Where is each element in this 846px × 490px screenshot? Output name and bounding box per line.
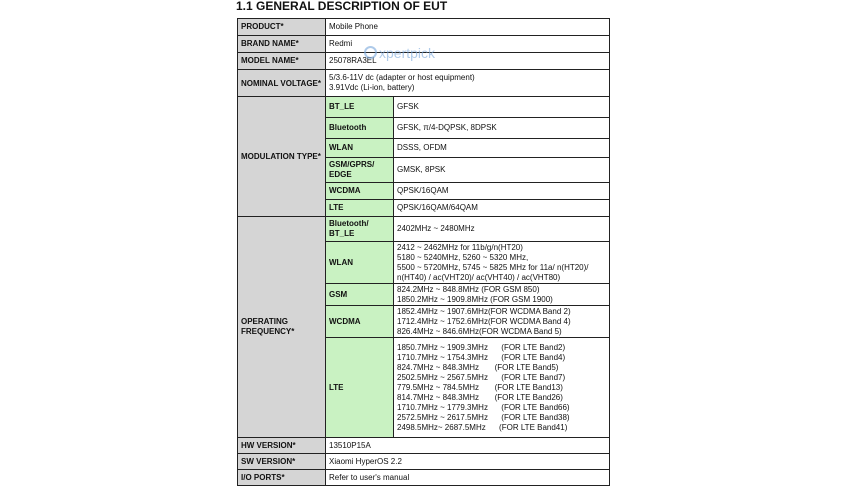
product-label: PRODUCT* (238, 19, 326, 36)
frequency-line: 5180 ~ 5240MHz, 5260 ~ 5320 MHz, (397, 252, 529, 262)
table-row (238, 470, 610, 486)
brand-value: Redmi (326, 36, 610, 53)
frequency-value (394, 338, 610, 438)
sw-version-label: SW VERSION* (238, 454, 326, 470)
table-row (238, 438, 610, 454)
brand-label: BRAND NAME* (238, 36, 326, 53)
frequency-line: 2498.5MHz~ 2687.5MHz (FOR LTE Band41) (397, 422, 568, 432)
frequency-line: 824.7MHz ~ 848.3MHz (FOR LTE Band5) (397, 362, 559, 372)
frequency-tech: WCDMA (326, 306, 394, 338)
modulation-value: GFSK, π/4-DQPSK, 8DPSK (394, 118, 610, 139)
modulation-value: GMSK, 8PSK (394, 158, 610, 183)
frequency-value (394, 242, 610, 284)
frequency-tech: GSM (326, 284, 394, 306)
frequency-line: 1710.7MHz ~ 1779.3MHz (FOR LTE Band66) (397, 402, 570, 412)
frequency-line: 779.5MHz ~ 784.5MHz (FOR LTE Band13) (397, 382, 563, 392)
watermark-text: xpertpick (379, 45, 436, 61)
modulation-value: GFSK (394, 97, 610, 118)
voltage-line: 5/3.6-11V dc (adapter or host equipment) (329, 73, 475, 82)
frequency-line: 5500 ~ 5720MHz, 5745 ~ 5825 MHz for 11a/ n(HT20)/ (397, 262, 589, 272)
watermark-logo-icon (364, 46, 377, 59)
voltage-value (326, 70, 610, 97)
model-label: MODEL NAME* (238, 53, 326, 70)
sw-version-value: Xiaomi HyperOS 2.2 (326, 454, 610, 470)
frequency-value (394, 217, 610, 242)
frequency-line: 1850.2MHz ~ 1909.8MHz (FOR GSM 1900) (397, 294, 553, 304)
table-row (238, 217, 610, 242)
io-ports-value: Refer to user's manual (326, 470, 610, 486)
frequency-tech: LTE (326, 338, 394, 438)
voltage-line: 3.91Vdc (Li-ion, battery) (329, 83, 415, 92)
watermark (364, 45, 435, 61)
modulation-label: MODULATION TYPE* (238, 97, 326, 217)
frequency-line: n(HT40) / ac(VHT20)/ ac(VHT40) / ac(VHT80) (397, 272, 561, 282)
table-row (238, 70, 610, 97)
modulation-value: QPSK/16QAM/64QAM (394, 200, 610, 217)
product-value: Mobile Phone (326, 19, 610, 36)
hw-version-label: HW VERSION* (238, 438, 326, 454)
frequency-line: 824.2MHz ~ 848.8MHz (FOR GSM 850) (397, 284, 540, 294)
modulation-tech: GSM/GPRS/ EDGE (326, 158, 394, 183)
frequency-line: 814.7MHz ~ 848.3MHz (FOR LTE Band26) (397, 392, 563, 402)
modulation-tech: WCDMA (326, 183, 394, 200)
hw-version-value: 13510P15A (326, 438, 610, 454)
frequency-line: 2502.5MHz ~ 2567.5MHz (FOR LTE Band7) (397, 372, 566, 382)
frequency-value (394, 306, 610, 338)
frequency-line: 1850.7MHz ~ 1909.3MHz (FOR LTE Band2) (397, 342, 566, 352)
frequency-line: 1710.7MHz ~ 1754.3MHz (FOR LTE Band4) (397, 352, 566, 362)
modulation-tech: Bluetooth (326, 118, 394, 139)
table-row (238, 454, 610, 470)
frequency-line: 826.4MHz ~ 846.6MHz(FOR WCDMA Band 5) (397, 326, 562, 336)
frequency-value (394, 284, 610, 306)
frequency-line: 2572.5MHz ~ 2617.5MHz (FOR LTE Band38) (397, 412, 570, 422)
frequency-label: OPERATING FREQUENCY* (238, 217, 326, 438)
io-ports-label: I/O PORTS* (238, 470, 326, 486)
frequency-line: 1852.4MHz ~ 1907.6MHz(FOR WCDMA Band 2) (397, 306, 571, 316)
frequency-tech: WLAN (326, 242, 394, 284)
modulation-value: QPSK/16QAM (394, 183, 610, 200)
frequency-line: 2402MHz ~ 2480MHz (397, 224, 475, 233)
model-value: 25078RA3EL (326, 53, 610, 70)
section-heading: 1.1 GENERAL DESCRIPTION OF EUT (236, 0, 448, 13)
table-row (238, 97, 610, 118)
modulation-tech: BT_LE (326, 97, 394, 118)
modulation-tech: LTE (326, 200, 394, 217)
frequency-line: 1712.4MHz ~ 1752.6MHz(FOR WCDMA Band 4) (397, 316, 571, 326)
frequency-line: 2412 ~ 2462MHz for 11b/g/n(HT20) (397, 242, 523, 252)
modulation-value: DSSS, OFDM (394, 139, 610, 158)
modulation-tech: WLAN (326, 139, 394, 158)
frequency-tech: Bluetooth/ BT_LE (326, 217, 394, 242)
table-row (238, 19, 610, 36)
eut-description-table (237, 18, 610, 486)
voltage-label: NOMINAL VOLTAGE* (238, 70, 326, 97)
